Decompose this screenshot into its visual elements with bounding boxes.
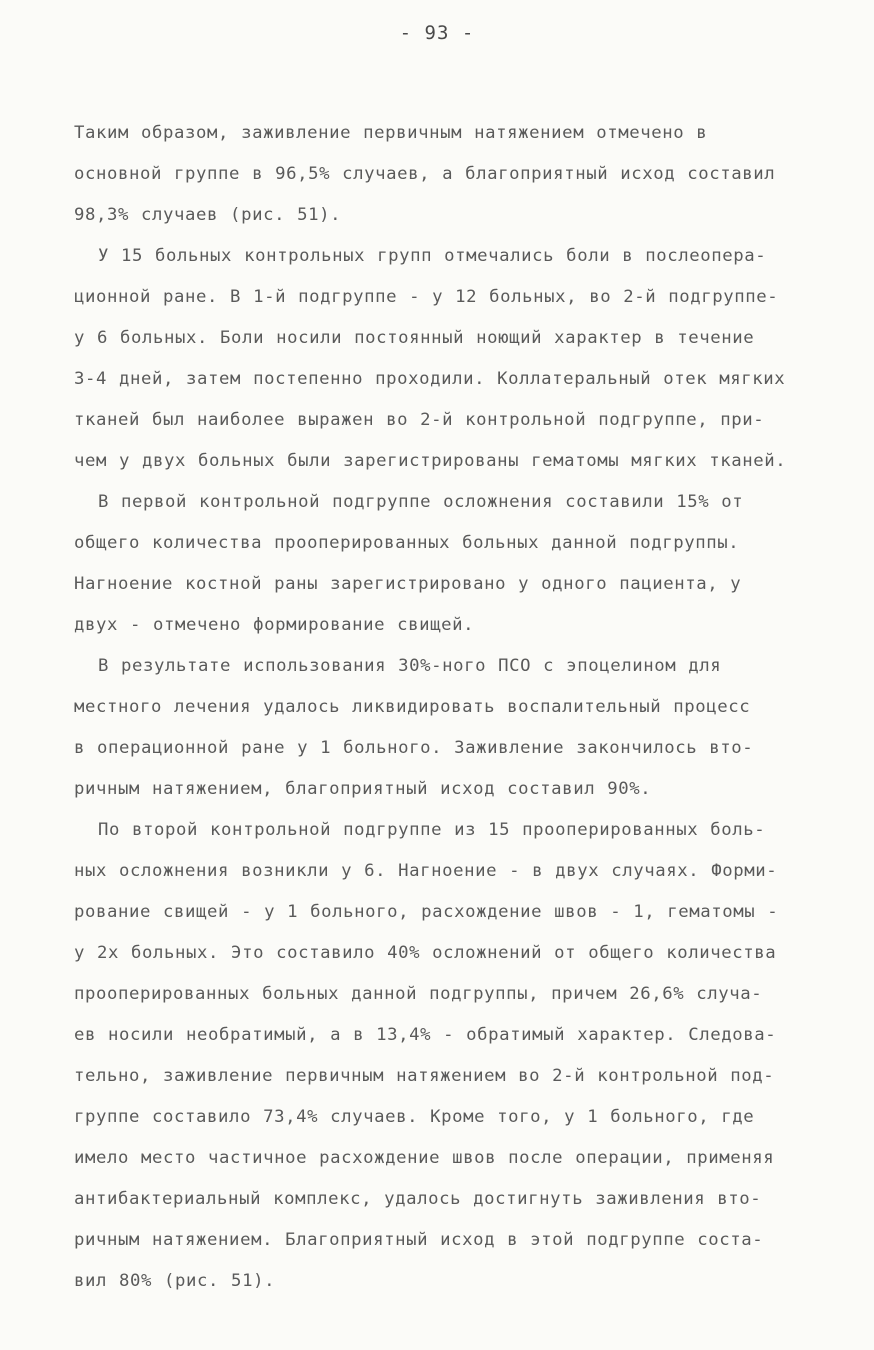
text-line: антибактериальный комплекс, удалось достигнуть заживления вто- [74, 1189, 762, 1209]
text-line: Нагноение костной раны зарегистрировано у одного пациента, у [74, 574, 742, 594]
text-line: ционной ране. В 1-й подгруппе - у 12 больных, во 2-й подгруппе- [74, 287, 779, 307]
text-line: Таким образом, заживление первичным натяжением отмечено в [74, 123, 708, 143]
text-line: В результате использования 30%-ного ПСО с эпоцелином для [74, 656, 722, 676]
text-line: местного лечения удалось ликвидировать воспалительный процесс [74, 697, 751, 717]
text-line: ных осложнения возникли у 6. Нагноение - в двух случаях. Форми- [74, 861, 778, 881]
text-line: 3-4 дней, затем постепенно проходили. Коллатеральный отек мягких [74, 369, 786, 389]
text-line: тельно, заживление первичным натяжением во 2-й контрольной под- [74, 1066, 775, 1086]
text-line: По второй контрольной подгруппе из 15 прооперированных боль- [74, 820, 766, 840]
text-line: В первой контрольной подгруппе осложнения составили 15% от [74, 492, 744, 512]
text-line: основной группе в 96,5% случаев, а благоприятный исход составил [74, 164, 776, 184]
text-line: у 2х больных. Это составило 40% осложнений от общего количества [74, 943, 777, 963]
text-line: вил 80% (рис. 51). [74, 1271, 276, 1291]
text-line: У 15 больных контрольных групп отмечались боли в послеопера- [74, 246, 767, 266]
text-line: чем у двух больных были зарегистрированы гематомы мягких тканей. [74, 451, 787, 471]
text-line: 98,3% случаев (рис. 51). [74, 205, 342, 225]
page-number: - 93 - [399, 22, 475, 44]
text-line: рование свищей - у 1 больного, расхождение швов - 1, гематомы - [74, 902, 779, 922]
text-line: ричным натяжением, благоприятный исход составил 90%. [74, 779, 652, 799]
text-line: тканей был наиболее выражен во 2-й контрольной подгруппе, при- [74, 410, 765, 430]
text-line: ев носили необратимый, а в 13,4% - обратимый характер. Следова- [74, 1025, 777, 1045]
text-line: прооперированных больных данной подгруппы, причем 26,6% случа- [74, 984, 763, 1004]
text-line: в операционной ране у 1 больного. Заживление закончилось вто- [74, 738, 754, 758]
text-line: двух - отмечено формирование свищей. [74, 615, 475, 635]
body-text [74, 113, 844, 1302]
text-line: ричным натяжением. Благоприятный исход в этой подгруппе соста- [74, 1230, 764, 1250]
text-line: группе составило 73,4% случаев. Кроме того, у 1 больного, где [74, 1107, 755, 1127]
text-line: имело место частичное расхождение швов после операции, применяя [74, 1148, 775, 1168]
text-line: общего количества прооперированных больных данной подгруппы. [74, 533, 740, 553]
text-line: у 6 больных. Боли носили постоянный ноющий характер в течение [74, 328, 755, 348]
